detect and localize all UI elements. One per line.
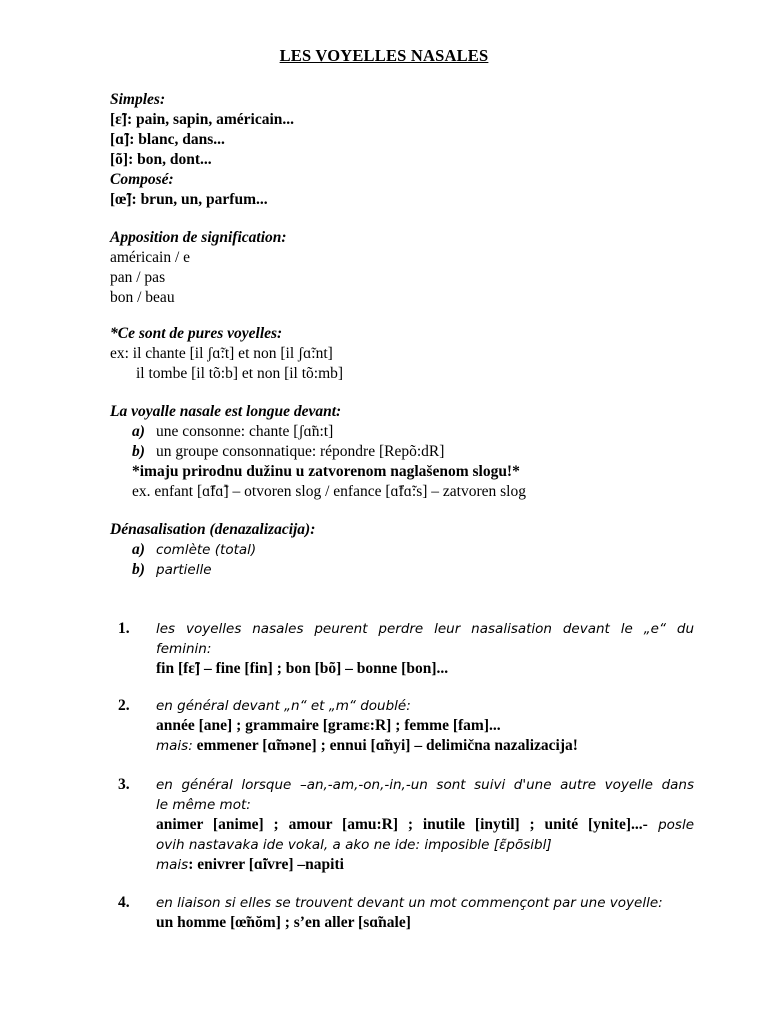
pures-section [110, 324, 710, 384]
longue-example: ex. enfant [ɑ̃fɑ̃] – otvoren slog / enfance [ɑ̃fɑ̃:s] – zatvoren slog [132, 483, 526, 500]
rule-number: 3. [118, 776, 130, 793]
simples-item: [ɑ̃]: blanc, dans... [110, 131, 225, 148]
simples-heading: Simples: [110, 91, 166, 108]
apposition-line: pan / pas [110, 269, 166, 286]
denasal-heading: Dénasalisation (denazalizacija): [110, 521, 316, 538]
apposition-line: américain / e [110, 249, 191, 266]
rule-body: les voyelles nasales peurent perdre leur nasalisation devant le „e“ du feminin: fin [fɛ̃] – fine [fin] ; bon [bõ] – bonne [bon]... [156, 621, 694, 677]
simples-section [110, 90, 710, 210]
longue-item-a: a) une consonne: chante [ʃɑ̃n:t] [132, 423, 334, 440]
rule-body: en général lorsque –an,-am,-on,-in,-un sont suivi d'une autre voyelle dans le même mot: animer [anime] ; amour [amu:R] ; inutile [inytil] ; unité [ynite]...- posle ovih nastavaka ide vokal, a ako ne ide: imposible [ɛ̃põsibl] mais: enivrer [ɑ̃ivre] –napiti [156, 777, 694, 873]
simples-item: [õ]: bon, dont... [110, 151, 212, 168]
pures-line: il tombe [il tõ:b] et non [il tõ:mb] [136, 365, 344, 382]
denasal-item-b: b) partielle [132, 561, 212, 578]
pures-line: ex: il chante [il ʃɑ̃:t] et non [il ʃɑ̃:nt] [110, 345, 333, 362]
apposition-section [110, 228, 710, 308]
apposition-heading: Apposition de signification: [110, 229, 287, 246]
longue-item-b: b) un groupe consonnatique: répondre [Repõ:dR] [132, 443, 445, 460]
compose-item: [œ̃]: brun, un, parfum... [110, 191, 268, 208]
rule-number: 2. [118, 697, 130, 714]
longue-heading: La voyalle nasale est longue devant: [110, 403, 342, 420]
rule-body: en liaison si elles se trouvent devant un mot commençont par une voyelle: un homme [œ̃nŏm] ; s’en aller [sɑ̃nale] [156, 895, 663, 931]
compose-heading: Composé: [110, 171, 174, 188]
pures-heading: *Ce sont de pures voyelles: [110, 325, 283, 342]
denasal-section [110, 520, 710, 580]
apposition-line: bon / beau [110, 289, 175, 306]
longue-note: *imaju prirodnu dužinu u zatvorenom naglašenom slogu!* [132, 463, 520, 480]
rule-number: 4. [118, 894, 130, 911]
denasal-item-a: a) comlète (total) [132, 541, 257, 558]
page-title: LES VOYELLES NASALES [279, 46, 489, 65]
simples-item: [ɛ̃]: pain, sapin, américain... [110, 111, 295, 128]
longue-section [110, 402, 710, 502]
rule-number: 1. [118, 620, 130, 637]
rule-body: en général devant „n“ et „m“ doublé: année [ane] ; grammaire [gramɛ:R] ; femme [fam]... mais: emmener [ɑ̃məne] ; ennui [ɑ̃nyi] – delimična nazalizacija! [156, 698, 578, 754]
